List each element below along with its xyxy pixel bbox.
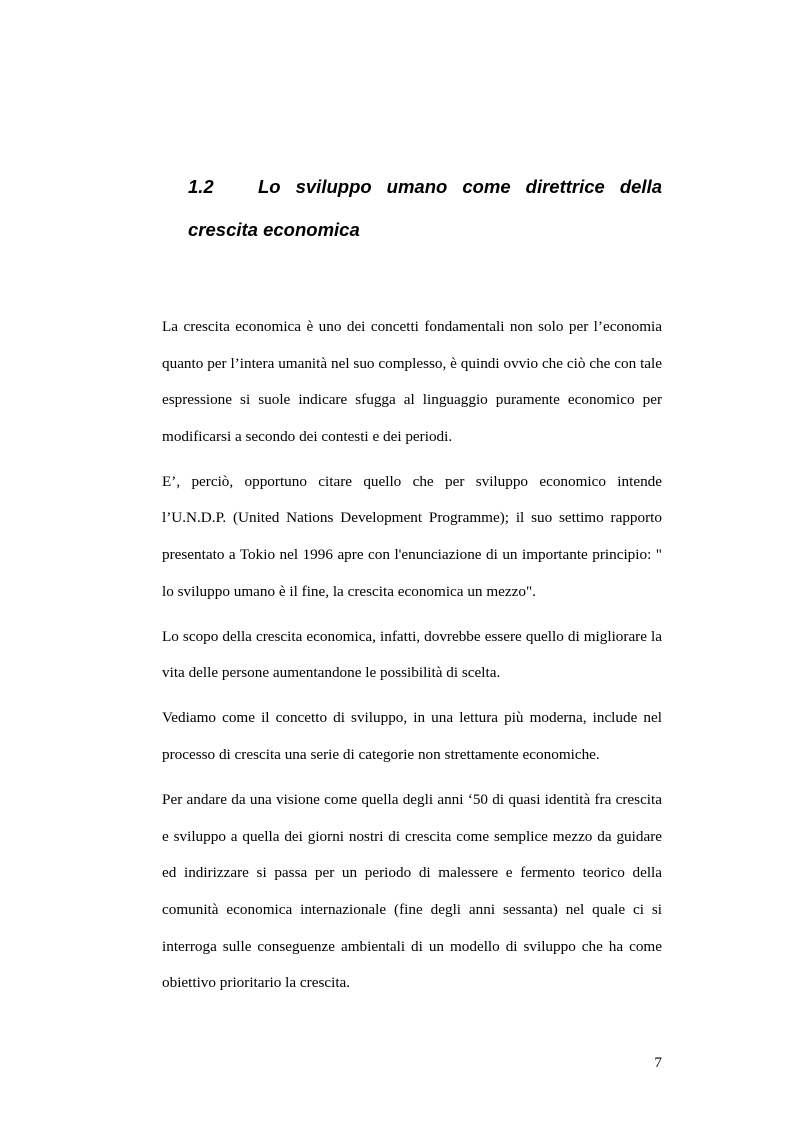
paragraph: Lo scopo della crescita economica, infatti, dovrebbe essere quello di migliorare la vita delle persone aumentandone le possibilità di scelta.: [162, 627, 662, 682]
body-text: [162, 309, 662, 1010]
paragraph: La crescita economica è uno dei concetti fondamentali non solo per l’economia quanto per l’intera umanità nel suo complesso, è quindi ovvio che ciò che con tale espressione si suole indicare sfugga al linguaggio puramente economico per modificarsi a secondo dei contesti e dei periodi.: [162, 318, 662, 445]
section-title-line-1: Lo sviluppo umano come direttrice della: [258, 176, 662, 197]
paragraph: Vediamo come il concetto di sviluppo, in una lettura più moderna, include nel processo di crescita una serie di categorie non strettamente economiche.: [162, 709, 662, 764]
section-number: 1.2: [188, 176, 214, 197]
section-heading: [188, 176, 662, 198]
section-title-line-2: crescita economica: [188, 219, 360, 240]
page-number: 7: [654, 1054, 662, 1071]
paragraph: E’, perciò, opportuno citare quello che per sviluppo economico intende l’U.N.D.P. (United Nations Development Programme); il suo settimo rapporto presentato a Tokio nel 1996 apre con l'enunciazione di un importante principio: " lo sviluppo umano è il fine, la crescita economica un mezzo".: [162, 472, 662, 600]
paragraph: Per andare da una visione come quella degli anni ‘50 di quasi identità fra crescita e sviluppo a quella dei giorni nostri di crescita come semplice mezzo da guidare ed indirizzare si passa per un periodo di malessere e fermento teorico della comunità economica internazionale (fine degli anni sessanta) nel quale ci si interroga sulle conseguenze ambientali di un modello di sviluppo che ha come obiettivo prioritario la crescita.: [162, 791, 662, 992]
